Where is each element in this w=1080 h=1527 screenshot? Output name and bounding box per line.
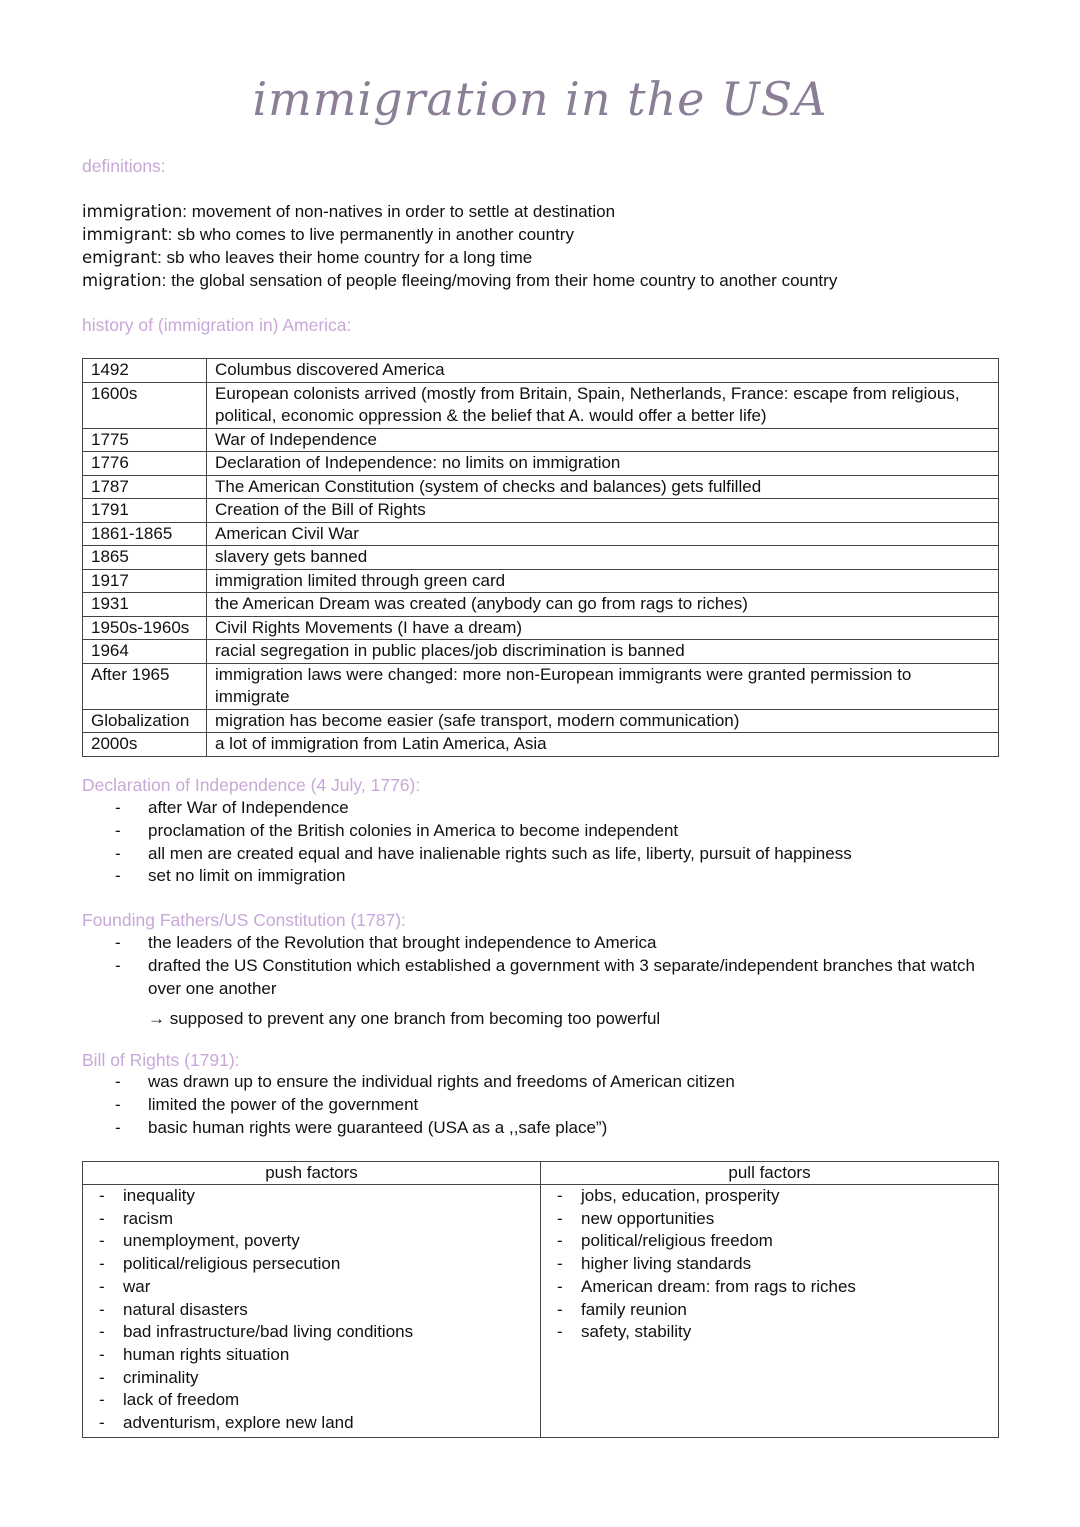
list-item: - lack of freedom <box>83 1389 540 1412</box>
definition-item <box>82 246 837 269</box>
list-item: - all men are created equal and have inalienable rights such as life, liberty, pursuit of happiness <box>112 843 852 866</box>
founding-note-wrap <box>112 1004 660 1031</box>
timeline-year: 2000s <box>83 733 207 757</box>
table-row <box>83 452 999 476</box>
definition-term: immigrant <box>82 225 168 244</box>
push-factors-list <box>83 1185 540 1435</box>
definition-text: : sb who comes to live permanently in another country <box>167 225 574 244</box>
timeline-event: immigration limited through green card <box>207 569 999 593</box>
list-item: - political/religious freedom <box>541 1230 998 1253</box>
timeline-year: 1861-1865 <box>83 522 207 546</box>
timeline-event: American Civil War <box>207 522 999 546</box>
timeline-event: racial segregation in public places/job discrimination is banned <box>207 640 999 664</box>
timeline-event: the American Dream was created (anybody can go from rags to riches) <box>207 593 999 617</box>
definitions-list <box>82 200 837 292</box>
list-item: - new opportunities <box>541 1208 998 1231</box>
pull-factors-heading: pull factors <box>541 1162 999 1185</box>
list-item: - was drawn up to ensure the individual rights and freedoms of American citizen <box>112 1071 735 1094</box>
table-row <box>83 640 999 664</box>
timeline-event: Columbus discovered America <box>207 359 999 383</box>
history-heading: history of (immigration in) America: <box>82 315 352 335</box>
list-item: - limited the power of the government <box>112 1094 735 1117</box>
bill-bullets <box>112 1071 735 1139</box>
list-item: - the leaders of the Revolution that brought independence to America <box>112 932 992 955</box>
list-item: - basic human rights were guaranteed (USA as a ,,safe place”) <box>112 1117 735 1140</box>
definition-text: : movement of non-natives in order to settle at destination <box>182 202 616 221</box>
definition-term: emigrant <box>82 248 158 267</box>
definition-term: migration <box>82 271 162 290</box>
pull-factors-cell <box>541 1185 999 1438</box>
table-row <box>83 499 999 523</box>
definition-text: : the global sensation of people fleeing/moving from their home country to another country <box>161 271 838 290</box>
timeline-year: 1600s <box>83 382 207 428</box>
list-item: - bad infrastructure/bad living conditions <box>83 1321 540 1344</box>
push-factors-heading: push factors <box>83 1162 541 1185</box>
timeline-year: 1865 <box>83 546 207 570</box>
timeline-year: 1964 <box>83 640 207 664</box>
pull-factors-list <box>541 1185 998 1344</box>
founding-heading: Founding Fathers/US Constitution (1787): <box>82 910 406 930</box>
timeline-event: slavery gets banned <box>207 546 999 570</box>
table-row <box>83 546 999 570</box>
timeline-event: Civil Rights Movements (I have a dream) <box>207 616 999 640</box>
definition-item <box>82 223 837 246</box>
timeline-year: 1787 <box>83 475 207 499</box>
list-item: - human rights situation <box>83 1344 540 1367</box>
table-row <box>83 616 999 640</box>
list-item: - war <box>83 1276 540 1299</box>
timeline-event: migration has become easier (safe transport, modern communication) <box>207 709 999 733</box>
timeline-event: War of Independence <box>207 428 999 452</box>
page-title: immigration in the USA <box>252 72 828 126</box>
list-item: - set no limit on immigration <box>112 865 852 888</box>
timeline-year: 1931 <box>83 593 207 617</box>
push-factors-cell <box>83 1185 541 1438</box>
list-item: - family reunion <box>541 1299 998 1322</box>
table-row <box>83 709 999 733</box>
table-row <box>83 663 999 709</box>
timeline-year: 1917 <box>83 569 207 593</box>
timeline-year: 1791 <box>83 499 207 523</box>
definition-text: : sb who leaves their home country for a long time <box>157 248 533 267</box>
table-row <box>83 475 999 499</box>
list-item: - after War of Independence <box>112 797 852 820</box>
table-row <box>83 359 999 383</box>
list-item: - jobs, education, prosperity <box>541 1185 998 1208</box>
list-item: - safety, stability <box>541 1321 998 1344</box>
list-item: - adventurism, explore new land <box>83 1412 540 1435</box>
table-row <box>83 382 999 428</box>
timeline-event: Creation of the Bill of Rights <box>207 499 999 523</box>
list-item: - criminality <box>83 1367 540 1390</box>
timeline-year: 1950s-1960s <box>83 616 207 640</box>
definitions-heading: definitions: <box>82 156 166 176</box>
timeline-year: 1776 <box>83 452 207 476</box>
list-item: - drafted the US Constitution which established a government with 3 separate/independent branches that watch over one another <box>112 955 992 1001</box>
bill-heading: Bill of Rights (1791): <box>82 1050 240 1070</box>
timeline-event: The American Constitution (system of checks and balances) gets fulfilled <box>207 475 999 499</box>
declaration-bullets <box>112 797 852 888</box>
list-item: - proclamation of the British colonies in America to become independent <box>112 820 852 843</box>
founding-note: → supposed to prevent any one branch from becoming too powerful <box>148 1009 661 1028</box>
list-item: - higher living standards <box>541 1253 998 1276</box>
list-item: - inequality <box>83 1185 540 1208</box>
timeline-year: Globalization <box>83 709 207 733</box>
timeline-event: immigration laws were changed: more non-European immigrants were granted permission to immigrate <box>207 663 999 709</box>
list-item: - political/religious persecution <box>83 1253 540 1276</box>
table-row <box>83 569 999 593</box>
timeline-event: Declaration of Independence: no limits on immigration <box>207 452 999 476</box>
list-item: - American dream: from rags to riches <box>541 1276 998 1299</box>
timeline-year: 1775 <box>83 428 207 452</box>
table-row <box>83 733 999 757</box>
timeline-event: a lot of immigration from Latin America, Asia <box>207 733 999 757</box>
table-row <box>83 593 999 617</box>
timeline-event: European colonists arrived (mostly from Britain, Spain, Netherlands, France: escape from religious, political, economic oppression & the belief that A. would offer a better life) <box>207 382 999 428</box>
definition-item <box>82 200 837 223</box>
timeline-year: 1492 <box>83 359 207 383</box>
definition-term: immigration <box>82 202 183 221</box>
push-pull-factors-table <box>82 1161 999 1438</box>
table-row <box>83 522 999 546</box>
history-timeline-table <box>82 358 999 757</box>
list-item: - racism <box>83 1208 540 1231</box>
founding-bullets <box>112 932 992 1000</box>
list-item: - unemployment, poverty <box>83 1230 540 1253</box>
list-item: - natural disasters <box>83 1299 540 1322</box>
declaration-heading: Declaration of Independence (4 July, 1776): <box>82 775 421 795</box>
definition-item <box>82 269 837 292</box>
table-row <box>83 428 999 452</box>
timeline-year: After 1965 <box>83 663 207 709</box>
